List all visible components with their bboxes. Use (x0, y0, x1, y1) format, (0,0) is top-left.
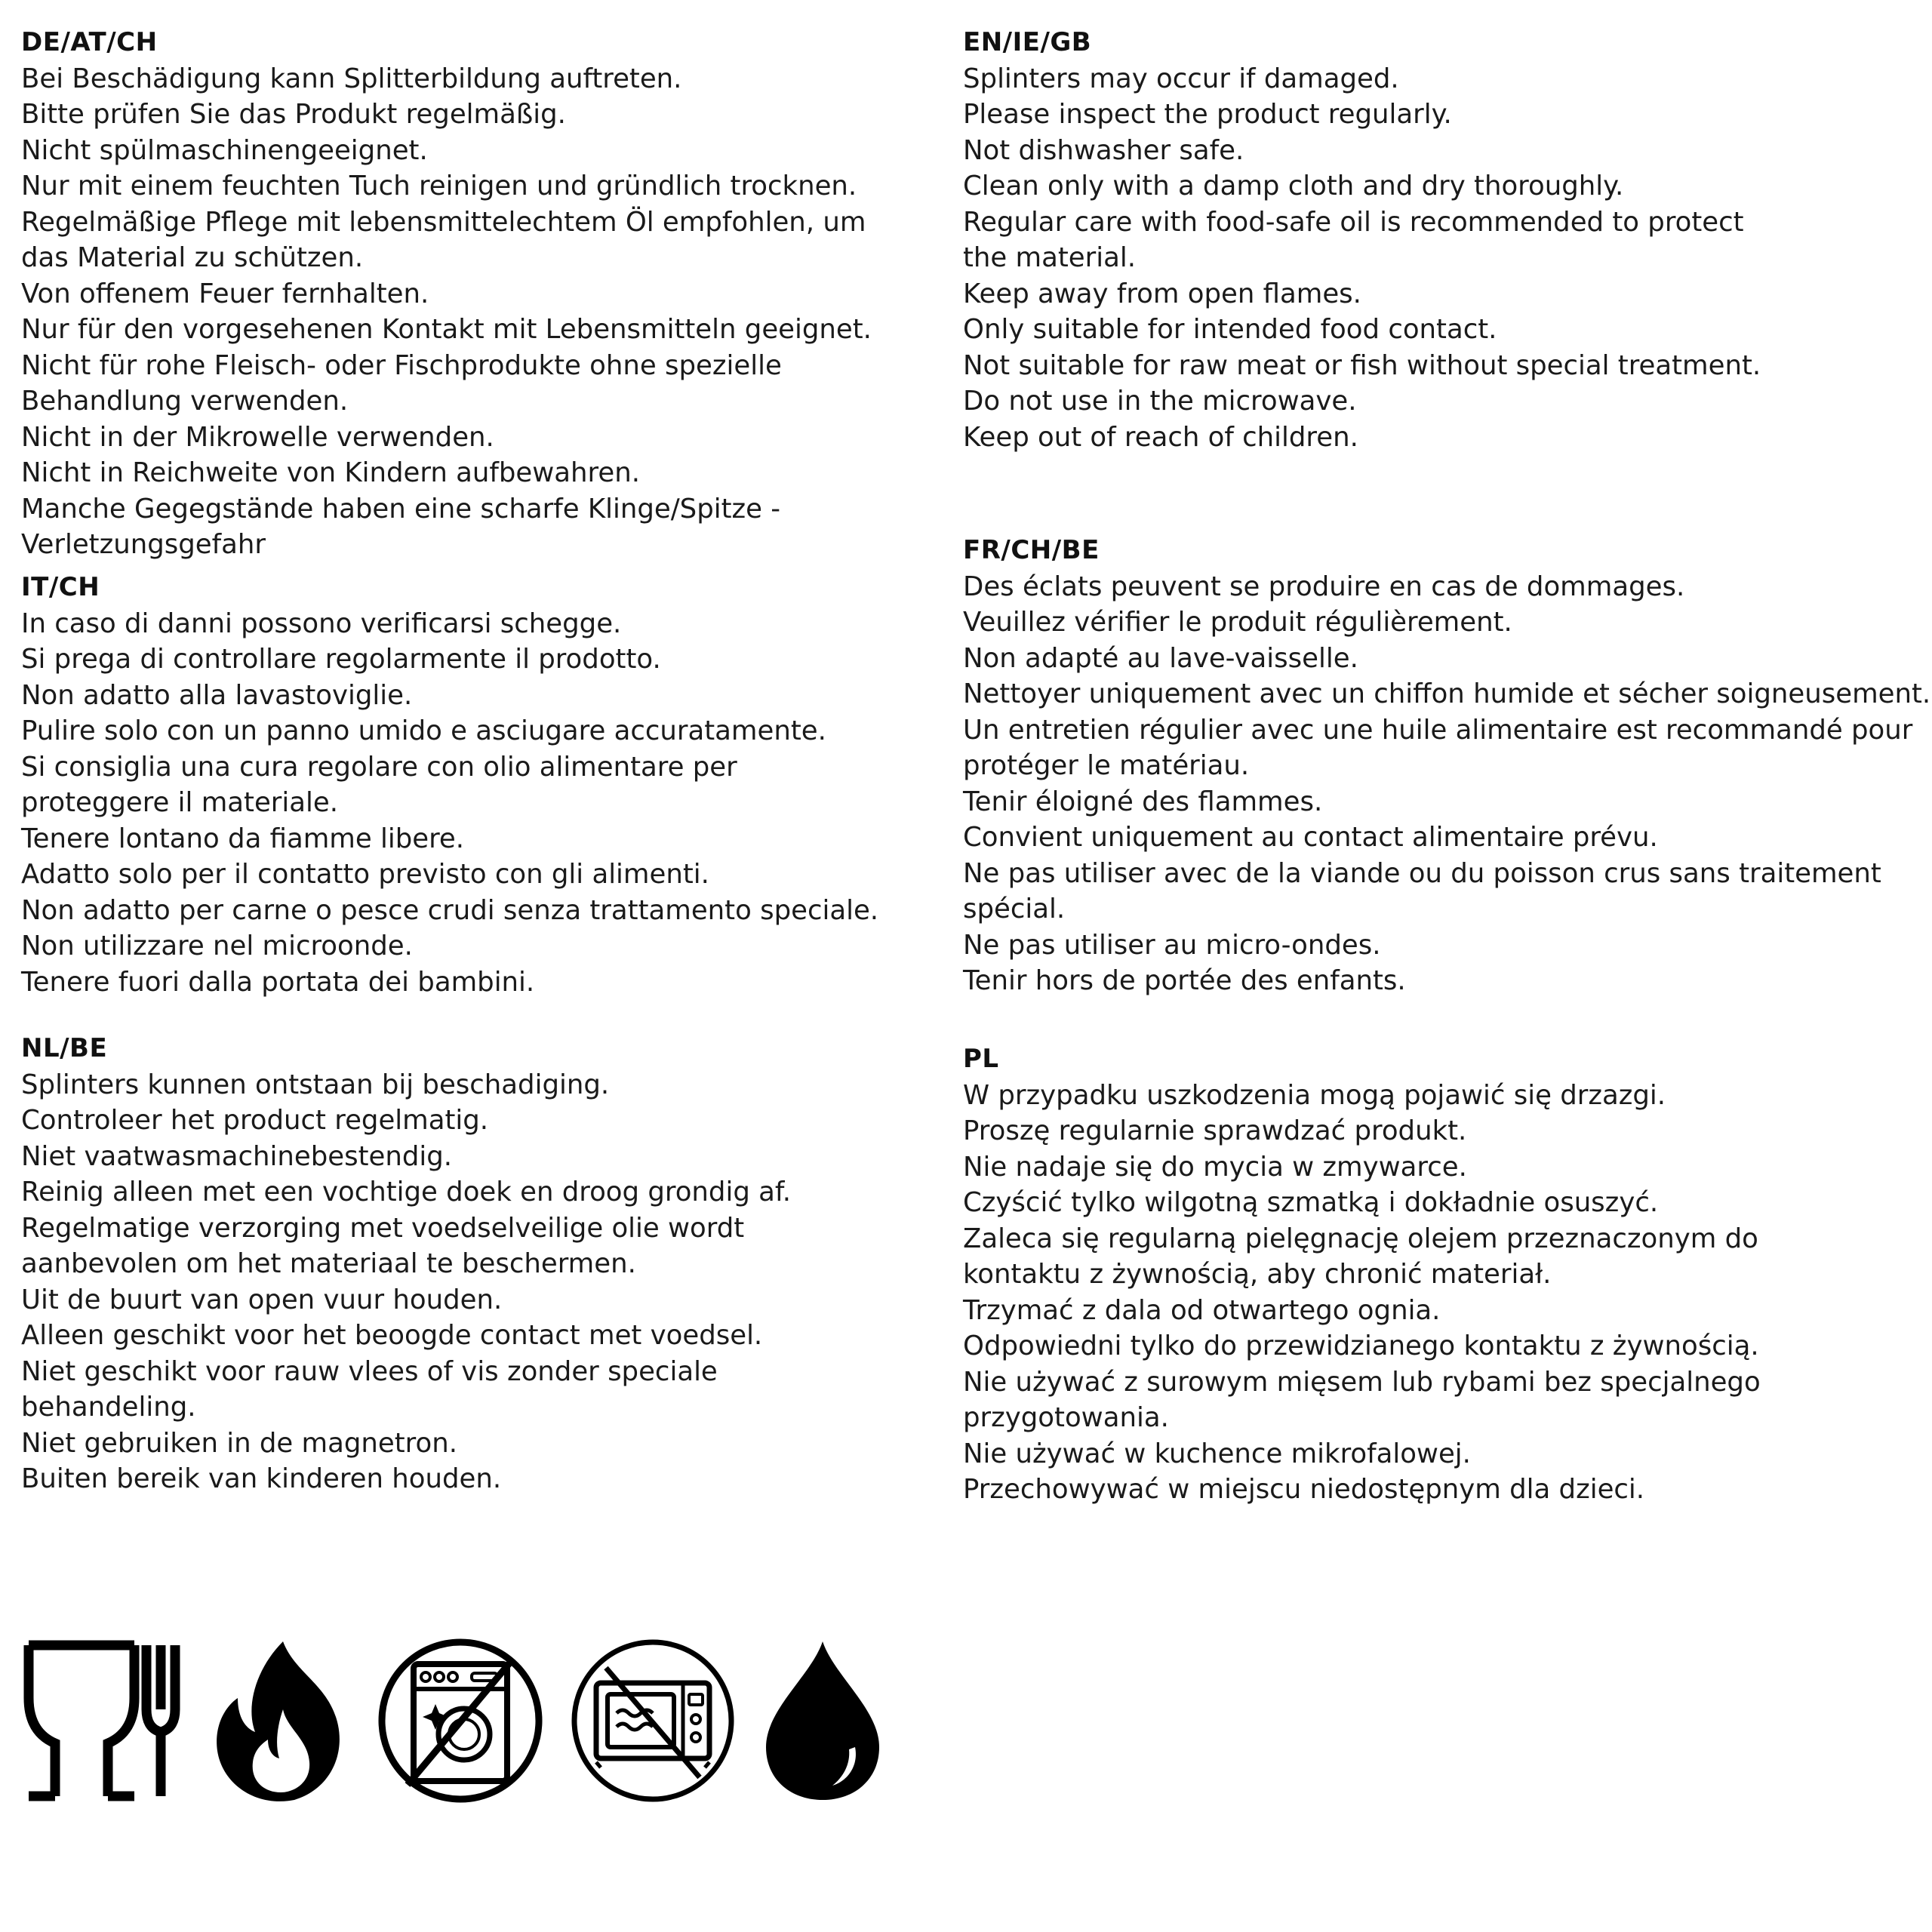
instruction-line: Niet vaatwasmachinebestendig. (21, 1140, 453, 1172)
instruction-line: Buiten bereik van kinderen houden. (21, 1463, 502, 1494)
instruction-line: Nicht in der Mikrowelle verwenden. (21, 421, 494, 453)
flame-icon (211, 1638, 351, 1804)
instruction-line: Clean only with a damp cloth and dry thoroughly. (963, 171, 1624, 202)
section-heading: EN/IE/GB (963, 27, 1092, 57)
instruction-line: Non adatto alla lavastoviglie. (21, 679, 413, 711)
instruction-list (963, 1078, 1899, 1508)
instruction-line: spécial. (963, 894, 1066, 924)
section-heading: FR/CH/BE (963, 535, 1100, 565)
instruction-line: Nur für den vorgesehenen Kontakt mit Lebensmitteln geeignet. (21, 314, 872, 345)
instruction-line: Not suitable for raw meat or fish without special treatment. (963, 349, 1761, 381)
instruction-line: Czyścić tylko wilgotną szmatką i dokładnie osuszyć. (963, 1187, 1659, 1218)
instruction-line: przygotowania. (963, 1402, 1169, 1433)
instruction-line: Ne pas utiliser avec de la viande ou du poisson crus sans traitement (963, 857, 1881, 889)
instruction-line: Nettoyer uniquement avec un chiffon humide et sécher soigneusement. (963, 678, 1931, 709)
instruction-list (21, 606, 957, 1001)
instruction-line: Behandlung verwenden. (21, 386, 349, 417)
instruction-line: Si prega di controllare regolarmente il prodotto. (21, 644, 661, 675)
instruction-line: Keep out of reach of children. (963, 421, 1358, 453)
instruction-line: Veuillez vérifier le produit régulièrement. (963, 607, 1512, 638)
instruction-line: Non adatto per carne o pesce crudi senza trattamento speciale. (21, 894, 879, 926)
instruction-line: Regelmäßige Pflege mit lebensmittelechtem Öl empfohlen, um (21, 206, 866, 238)
instruction-line: Ne pas utiliser au micro-ondes. (963, 929, 1381, 961)
instruction-line: Adatto solo per il contatto previsto con gli alimenti. (21, 859, 709, 890)
instruction-line: Splinters kunnen ontstaan bij beschadiging. (21, 1069, 610, 1100)
instruction-line: Uit de buurt van open vuur houden. (21, 1284, 503, 1315)
instruction-line: Verletzungsgefahr (21, 529, 266, 560)
instruction-line: Nicht für rohe Fleisch- oder Fischprodukte ohne spezielle (21, 349, 782, 381)
instruction-line: Trzymać z dala od otwartego ognia. (963, 1294, 1441, 1326)
section-it-ch (21, 570, 957, 1000)
no-microwave-icon (570, 1638, 736, 1804)
section-heading: NL/BE (21, 1033, 108, 1063)
food-safe-glass-fork-icon (21, 1638, 181, 1804)
instruction-line: aanbevolen om het materiaal te beschermen. (21, 1248, 636, 1279)
instruction-line: In caso di danni possono verificarsi schegge. (21, 608, 622, 639)
instruction-line: Regular care with food-safe oil is recommended to protect (963, 206, 1744, 238)
instruction-line: Splinters may occur if damaged. (963, 63, 1399, 94)
instruction-line: protéger le matériau. (963, 750, 1250, 781)
instruction-line: Niet gebruiken in de magnetron. (21, 1427, 458, 1459)
instruction-line: Reinig alleen met een vochtige doek en droog grondig af. (21, 1177, 792, 1208)
instruction-line: Bei Beschädigung kann Splitterbildung auftreten. (21, 63, 682, 94)
section-nl-be (21, 1031, 957, 1497)
section-heading: DE/AT/CH (21, 27, 158, 57)
instruction-line: Von offenem Feuer fernhalten. (21, 278, 429, 309)
instruction-line: Tenere lontano da fiamme libere. (21, 823, 465, 854)
section-heading: PL (963, 1044, 999, 1074)
instruction-line: Tenir éloigné des flammes. (963, 786, 1323, 817)
section-pl (963, 1041, 1899, 1508)
instruction-line: Zaleca się regularną pielęgnację olejem przeznaczonym do (963, 1223, 1758, 1254)
instruction-line: Des éclats peuvent se produire en cas de dommages. (963, 571, 1685, 602)
instruction-line: Nicht spülmaschinengeeignet. (21, 134, 428, 166)
instruction-line: Controleer het product regelmatig. (21, 1105, 489, 1136)
instruction-line: Un entretien régulier avec une huile alimentaire est recommandé pour (963, 714, 1913, 746)
instruction-line: Niet geschikt voor rauw vlees of vis zonder speciale (21, 1355, 718, 1387)
instruction-line: Please inspect the product regularly. (963, 99, 1452, 130)
instruction-line: W przypadku uszkodzenia mogą pojawić się drzazgi. (963, 1079, 1666, 1111)
section-heading: IT/CH (21, 572, 100, 602)
instruction-line: Bitte prüfen Sie das Produkt regelmäßig. (21, 99, 566, 130)
no-dishwasher-icon (377, 1638, 543, 1804)
instruction-line: Si consiglia una cura regolare con olio alimentare per (21, 751, 737, 783)
water-drop-icon (758, 1638, 887, 1804)
instruction-line: Regelmatige verzorging met voedselveilige olie wordt (21, 1212, 745, 1244)
instruction-line: Tenere fuori dalla portata dei bambini. (21, 966, 535, 998)
instruction-line: Nur mit einem feuchten Tuch reinigen und gründlich trocknen. (21, 171, 857, 202)
instruction-line: Nie używać w kuchence mikrofalowej. (963, 1438, 1471, 1469)
instruction-list (963, 61, 1899, 456)
instruction-line: Proszę regularnie sprawdzać produkt. (963, 1115, 1467, 1146)
instruction-line: Nicht in Reichweite von Kindern aufbewahren. (21, 457, 641, 488)
section-en-ie-gb (963, 25, 1899, 455)
instruction-line: Odpowiedni tylko do przewidzianego kontaktu z żywnością. (963, 1331, 1759, 1361)
instruction-line: Nie nadaje się do mycia w zmywarce. (963, 1151, 1467, 1183)
instruction-line: Non adapté au lave-vaisselle. (963, 642, 1358, 674)
instruction-line: Pulire solo con un panno umido e asciugare accuratamente. (21, 715, 826, 746)
instruction-line: proteggere il materiale. (21, 787, 338, 818)
instruction-line: Manche Gegegstände haben eine scharfe Klinge/Spitze - (21, 493, 781, 525)
instruction-line: Tenir hors de portée des enfants. (963, 965, 1406, 996)
instruction-line: Do not use in the microwave. (963, 386, 1357, 417)
instruction-line: Alleen geschikt voor het beoogde contact met voedsel. (21, 1320, 763, 1351)
section-fr-ch-be (963, 533, 1931, 999)
instruction-line: Keep away from open flames. (963, 278, 1361, 309)
instruction-line: the material. (963, 242, 1136, 273)
instruction-list (21, 61, 957, 563)
instruction-line: Convient uniquement au contact alimentaire prévu. (963, 822, 1658, 853)
instruction-line: Non utilizzare nel microonde. (21, 931, 413, 961)
instruction-line: Only suitable for intended food contact. (963, 314, 1497, 345)
instruction-line: behandeling. (21, 1392, 196, 1423)
instruction-line: Przechowywać w miejscu niedostępnym dla dzieci. (963, 1474, 1645, 1505)
instruction-line: Nie używać z surowym mięsem lub rybami bez specjalnego (963, 1366, 1761, 1398)
instruction-line: kontaktu z żywnością, aby chronić materiał. (963, 1259, 1552, 1290)
instruction-line: Not dishwasher safe. (963, 134, 1244, 166)
instruction-line: das Material zu schützen. (21, 242, 364, 273)
section-de-at-ch (21, 25, 957, 563)
instruction-list (963, 569, 1931, 999)
instruction-list (21, 1067, 957, 1497)
